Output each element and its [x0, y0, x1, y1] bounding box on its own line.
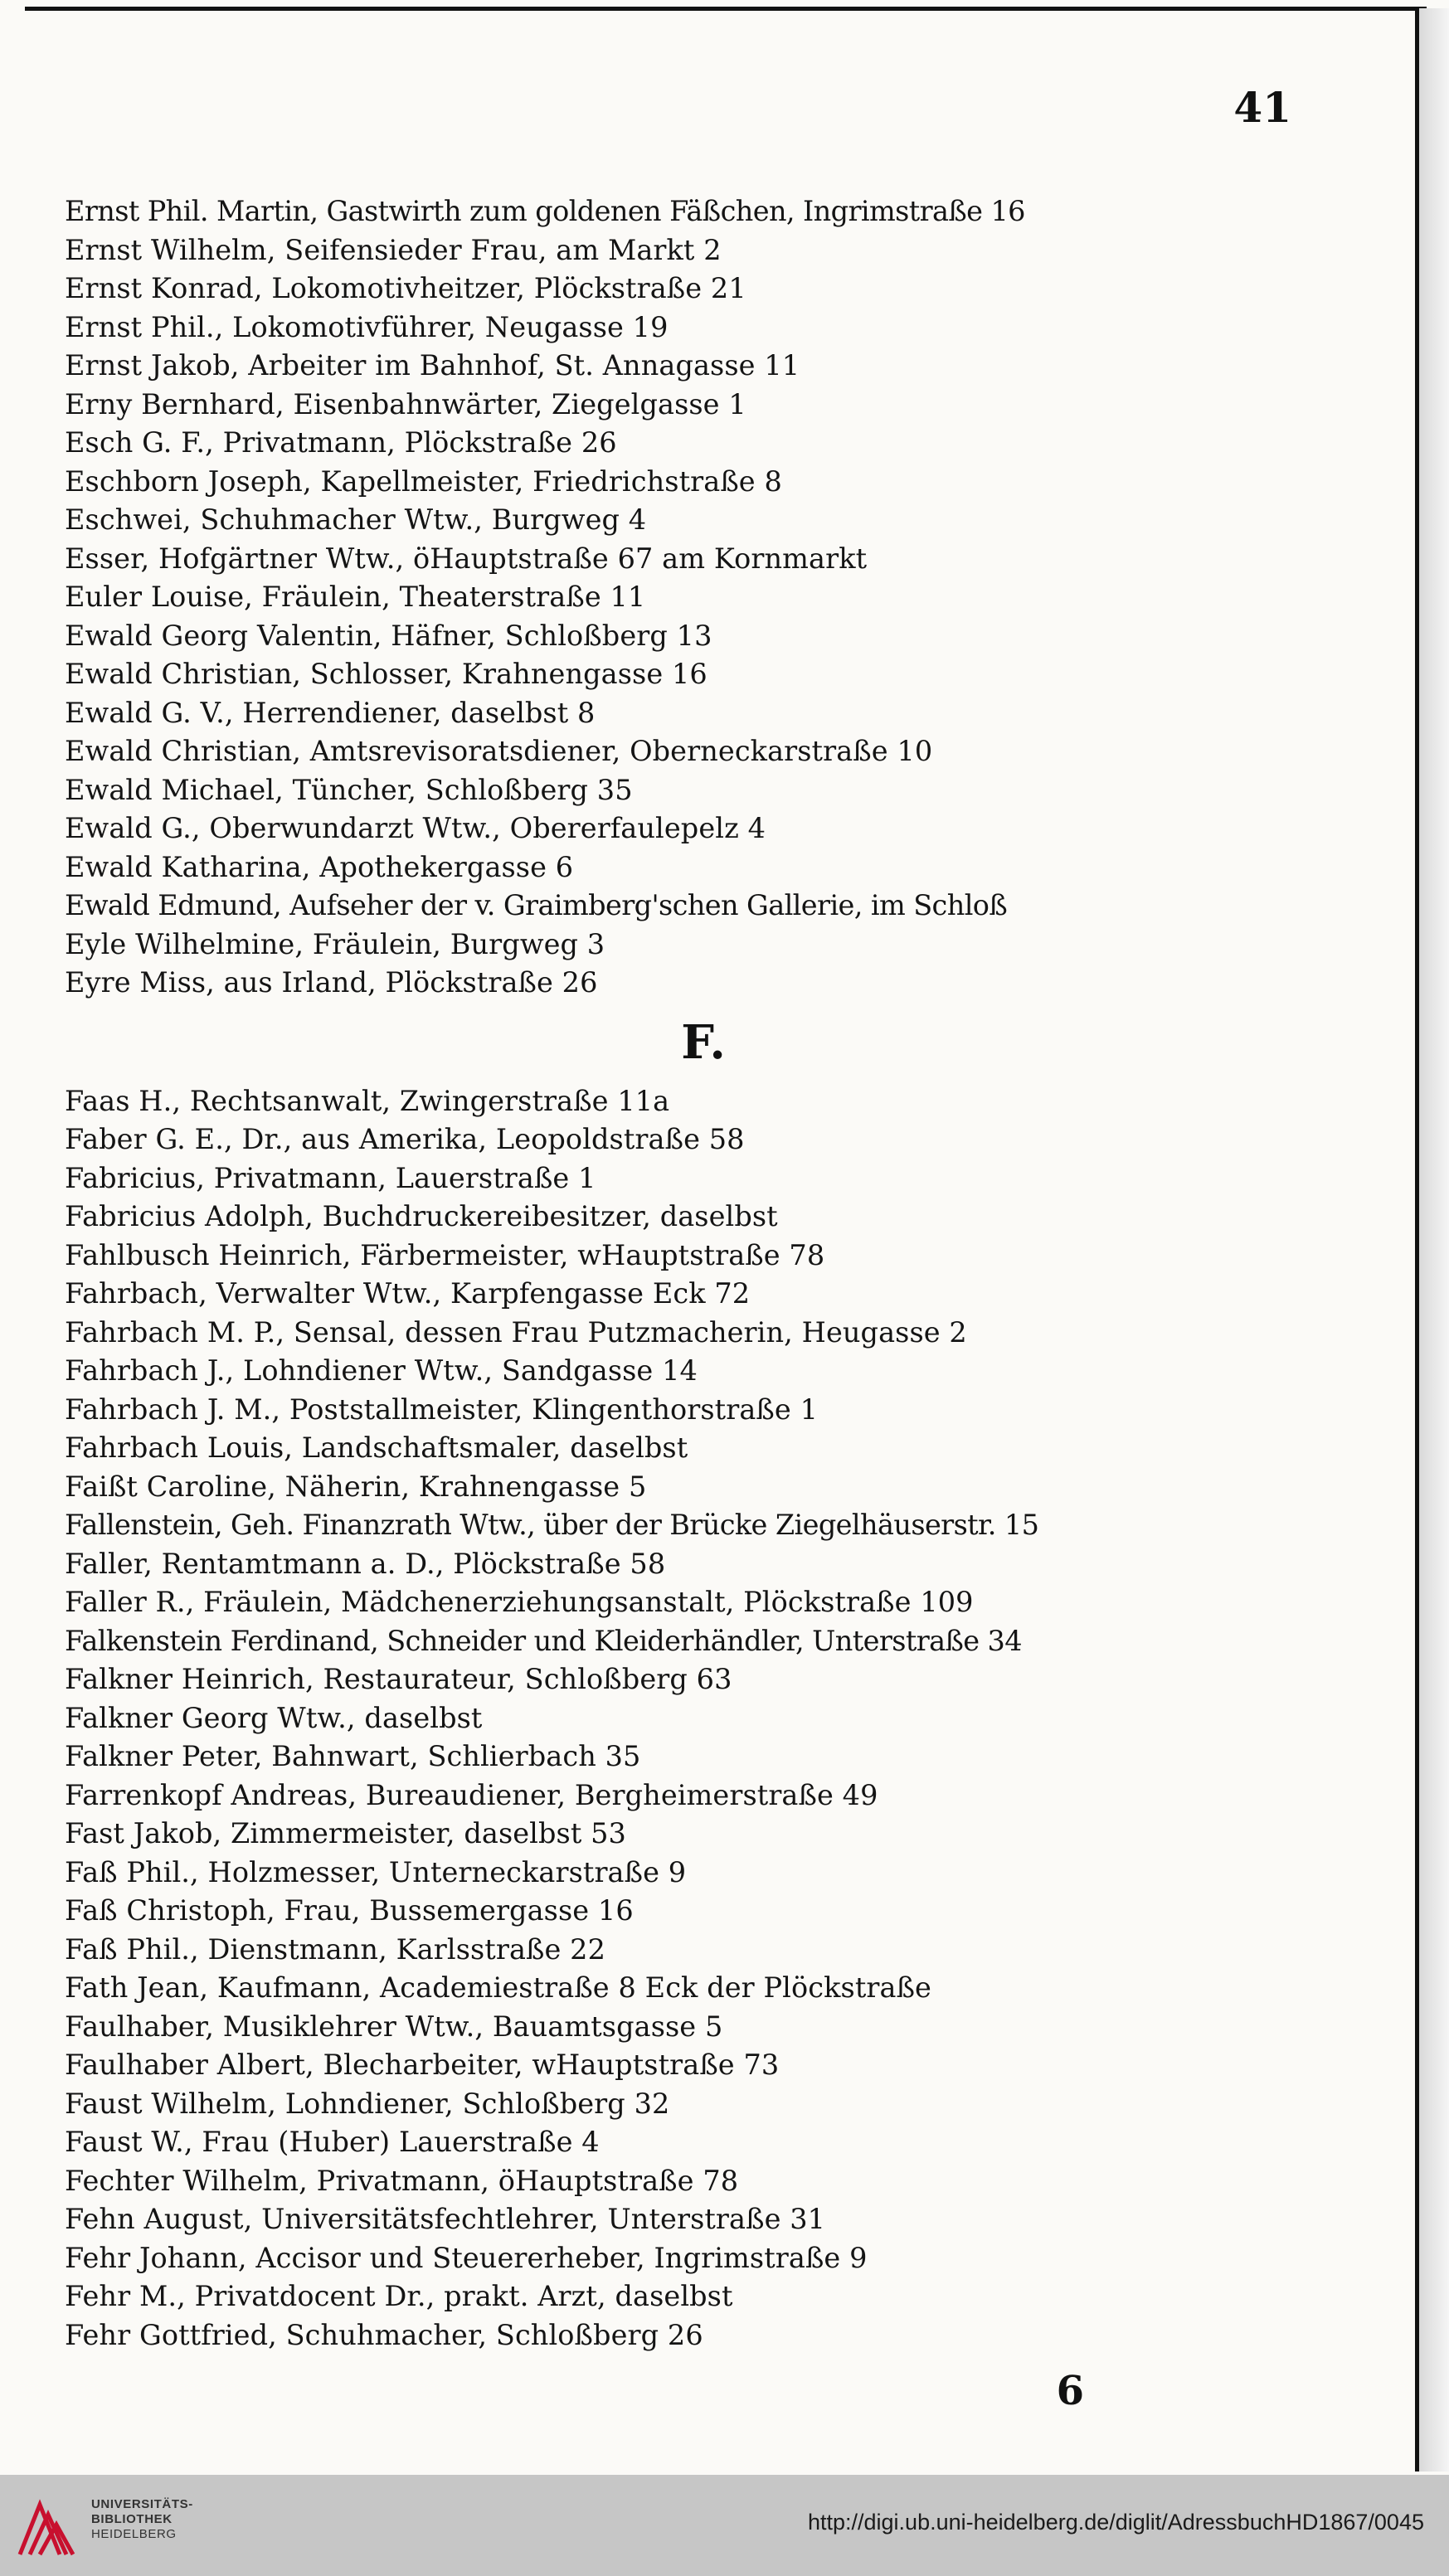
directory-entry: Faß Phil., Holzmesser, Unterneckarstraße 9: [65, 1855, 687, 1888]
directory-entry: Ewald Christian, Schlosser, Krahnengasse 16: [65, 658, 707, 690]
directory-entry: Ewald Katharina, Apothekergasse 6: [65, 850, 574, 883]
directory-entry: Falkner Peter, Bahnwart, Schlierbach 35: [65, 1740, 641, 1772]
directory-entry: Fahrbach J. M., Poststallmeister, Klingenthorstraße 1: [65, 1392, 818, 1426]
directory-entry: Ernst Konrad, Lokomotivheitzer, Plöckstraße 21: [65, 272, 746, 304]
university-library-logo-icon: [15, 2490, 81, 2559]
directory-entry: Faas H., Rechtsanwalt, Zwingerstraße 11a: [65, 1084, 670, 1117]
directory-entry: Esser, Hofgärtner Wtw., öHauptstraße 67 am Kornmarkt: [65, 542, 868, 575]
directory-entry: Faißt Caroline, Näherin, Krahnengasse 5: [65, 1470, 647, 1503]
directory-entry: Faller, Rentamtmann a. D., Plöckstraße 58: [65, 1547, 666, 1580]
entries-e: [65, 192, 1408, 1003]
directory-entry: Fahrbach Louis, Landschaftsmaler, daselbst: [65, 1431, 688, 1464]
entries-f: [65, 1082, 1408, 2355]
directory-entry: Fahrbach M. P., Sensal, dessen Frau Putzmacherin, Heugasse 2: [65, 1315, 967, 1349]
directory-entry: Farrenkopf Andreas, Bureaudiener, Bergheimerstraße 49: [65, 1778, 878, 1811]
source-url-link[interactable]: http://digi.ub.uni-heidelberg.de/diglit/AdressbuchHD1867/0045: [807, 2510, 1424, 2535]
directory-entry: Faust Wilhelm, Lohndiener, Schloßberg 32: [65, 2087, 670, 2120]
directory-entry: Ewald Christian, Amtsrevisoratsdiener, Oberneckarstraße 10: [65, 735, 933, 767]
directory-entry: Falkenstein Ferdinand, Schneider und Kleiderhändler, Unterstraße 34: [65, 1624, 1022, 1657]
directory-entry: Fallenstein, Geh. Finanzrath Wtw., über der Brücke Ziegelhäuserstr. 15: [65, 1509, 1039, 1541]
directory-entry: Ernst Wilhelm, Seifensieder Frau, am Markt 2: [65, 233, 722, 266]
directory-entry: Faß Phil., Dienstmann, Karlsstraße 22: [65, 1932, 606, 1966]
directory-entry: Ernst Phil., Lokomotivführer, Neugasse 19: [65, 310, 669, 343]
directory-entry: Falkner Georg Wtw., daselbst: [65, 1701, 483, 1734]
directory-entry: Faller R., Fräulein, Mädchenerziehungsanstalt, Plöckstraße 109: [65, 1586, 974, 1618]
directory-entry: Euler Louise, Fräulein, Theaterstraße 11: [65, 581, 646, 613]
directory-entry: Fahlbusch Heinrich, Färbermeister, wHauptstraße 78: [65, 1238, 825, 1271]
directory-entry: Ewald Michael, Tüncher, Schloßberg 35: [65, 773, 633, 806]
directory-entry: Faber G. E., Dr., aus Amerika, Leopoldstraße 58: [65, 1123, 745, 1155]
directory-entry: Erny Bernhard, Eisenbahnwärter, Ziegelgasse 1: [65, 387, 746, 420]
directory-entry: Fabricius Adolph, Buchdruckereibesitzer, daselbst: [65, 1200, 778, 1232]
directory-entry: Ewald G., Oberwundarzt Wtw., Obererfaulepelz 4: [65, 812, 766, 844]
directory-entry: Eyle Wilhelmine, Fräulein, Burgweg 3: [65, 927, 605, 960]
directory-entry: Ewald Georg Valentin, Häfner, Schloßberg 13: [65, 619, 712, 652]
library-name-line1: UNIVERSITÄTS-: [91, 2497, 193, 2511]
footer-bar: [0, 2475, 1449, 2576]
directory-entry: Fehr Johann, Accisor und Steuererheber, Ingrimstraße 9: [65, 2241, 868, 2274]
directory-entry: Faulhaber, Musiklehrer Wtw., Bauamtsgasse 5: [65, 2010, 723, 2043]
directory-entry: Faulhaber Albert, Blecharbeiter, wHauptstraße 73: [65, 2049, 780, 2081]
library-name-line2: BIBLIOTHEK: [91, 2512, 173, 2526]
directory-entry: Eschborn Joseph, Kapellmeister, Friedrichstraße 8: [65, 464, 782, 498]
directory-entries: [65, 192, 1408, 2355]
signature-mark: 6: [1056, 2368, 1084, 2414]
directory-entry: Fahrbach, Verwalter Wtw., Karpfengasse Eck 72: [65, 1277, 751, 1310]
section-letter: F.: [681, 1014, 726, 1070]
directory-entry: Fath Jean, Kaufmann, Academiestraße 8 Eck der Plöckstraße: [65, 1971, 931, 2004]
directory-entry: Fahrbach J., Lohndiener Wtw., Sandgasse 14: [65, 1354, 698, 1387]
top-rule: [25, 7, 1427, 11]
directory-entry: Faß Christoph, Frau, Bussemergasse 16: [65, 1894, 634, 1927]
directory-entry: Fehr M., Privatdocent Dr., prakt. Arzt, daselbst: [65, 2280, 733, 2312]
directory-entry: Eschwei, Schuhmacher Wtw., Burgweg 4: [65, 503, 647, 536]
directory-entry: Fehr Gottfried, Schuhmacher, Schloßberg 26: [65, 2318, 703, 2351]
directory-entry: Fabricius, Privatmann, Lauerstraße 1: [65, 1161, 596, 1194]
directory-entry: Falkner Heinrich, Restaurateur, Schloßberg 63: [65, 1663, 732, 1695]
page-number: 41: [1233, 83, 1291, 132]
directory-entry: Esch G. F., Privatmann, Plöckstraße 26: [65, 426, 617, 459]
directory-entry: Ernst Jakob, Arbeiter im Bahnhof, St. Annagasse 11: [65, 349, 800, 382]
directory-entry: Fast Jakob, Zimmermeister, daselbst 53: [65, 1817, 626, 1849]
directory-entry: Faust W., Frau (Huber) Lauerstraße 4: [65, 2126, 600, 2158]
directory-entry: Eyre Miss, aus Irland, Plöckstraße 26: [65, 966, 598, 999]
library-name-line3: HEIDELBERG: [91, 2527, 177, 2541]
directory-entry: Fechter Wilhelm, Privatmann, öHauptstraße 78: [65, 2164, 739, 2197]
page-edge-shadow: [1419, 8, 1449, 2472]
directory-entry: Ewald G. V., Herrendiener, daselbst 8: [65, 696, 596, 729]
directory-entry: Fehn August, Universitätsfechtlehrer, Unterstraße 31: [65, 2203, 826, 2235]
library-name: [91, 2497, 193, 2542]
directory-entry: Ewald Edmund, Aufseher der v. Graimberg'schen Gallerie, im Schloß: [65, 889, 1008, 921]
directory-entry: Ernst Phil. Martin, Gastwirth zum goldenen Fäßchen, Ingrimstraße 16: [65, 195, 1025, 227]
